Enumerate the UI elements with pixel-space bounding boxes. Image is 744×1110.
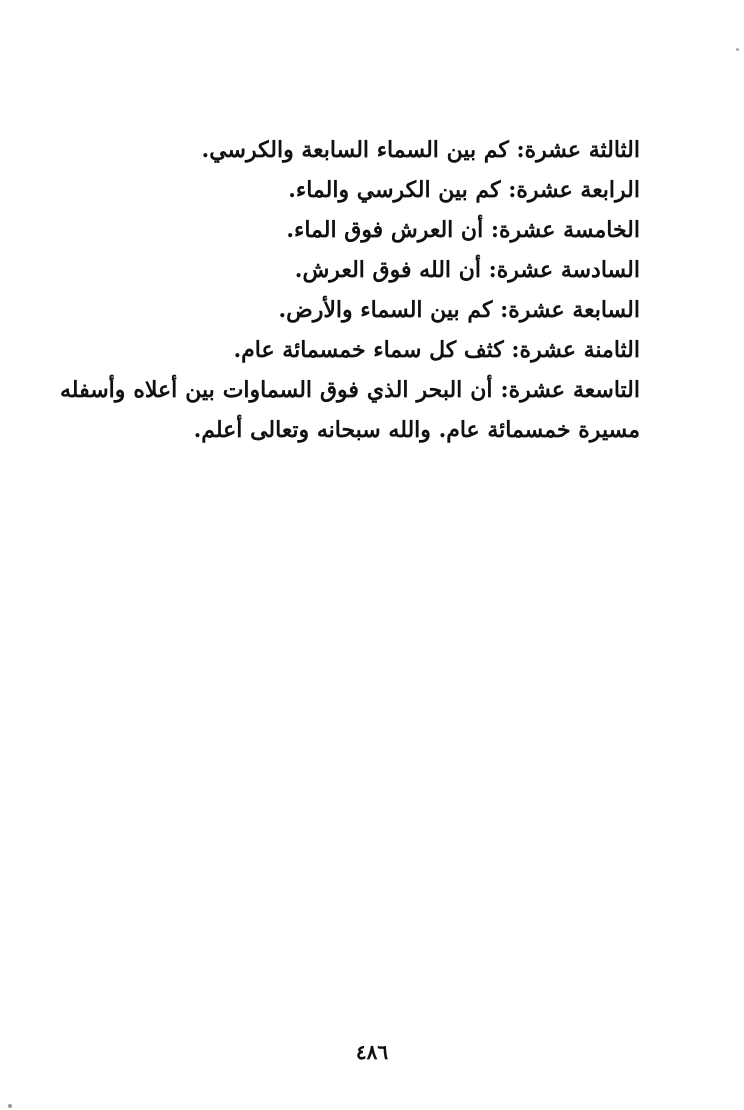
text-line-14: الرابعة عشرة: كم بين الكرسي والماء. [288, 177, 640, 203]
text-line-13: الثالثة عشرة: كم بين السماء السابعة والكرسي. [201, 137, 640, 163]
text-line-16: السادسة عشرة: أن الله فوق العرش. [294, 257, 640, 283]
text-line-17: السابعة عشرة: كم بين السماء والأرض. [278, 297, 640, 323]
text-line-19: التاسعة عشرة: أن البحر الذي فوق السماوات بين أعلاه وأسفله مسيرة خمسمائة عام. والله سبحانه وتعالى أعلم. [60, 377, 641, 443]
text-line-18: الثامنة عشرة: كثف كل سماء خمسمائة عام. [233, 337, 640, 363]
scan-speck [736, 48, 739, 51]
page-number: ٤٨٦ [355, 1040, 389, 1064]
text-line-15: الخامسة عشرة: أن العرش فوق الماء. [286, 217, 640, 243]
body-text [60, 130, 640, 450]
scan-speck [8, 1104, 12, 1108]
